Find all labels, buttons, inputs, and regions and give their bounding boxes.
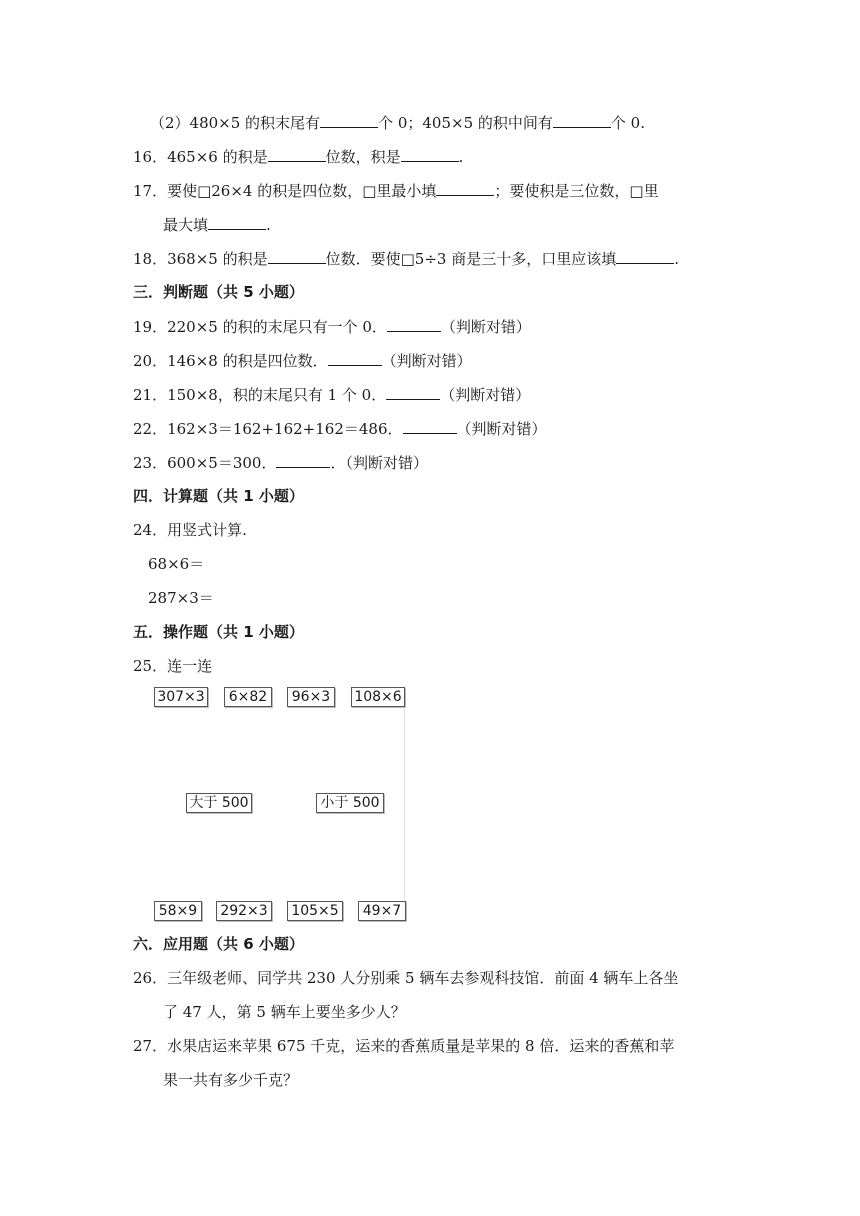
q17-text-3: 最大填 — [163, 216, 209, 234]
answer-blank[interactable] — [276, 452, 330, 468]
section-5-heading: 五．操作题（共 1 小题） — [133, 623, 304, 641]
section-4-heading: 四．计算题（共 1 小题） — [133, 487, 304, 505]
answer-blank[interactable] — [387, 316, 441, 332]
q22-text-1: 22．162×3＝162+162+162＝486． — [133, 420, 403, 438]
q19-text-2: （判断对错） — [440, 318, 531, 336]
q23-text-2: ．（判断对错） — [330, 454, 428, 472]
answer-blank[interactable] — [403, 418, 457, 434]
answer-blank[interactable] — [616, 248, 674, 264]
answer-blank[interactable] — [401, 146, 459, 162]
q22-text-2: （判断对错） — [456, 420, 547, 438]
answer-blank[interactable] — [553, 112, 611, 128]
question-15-part-2 — [150, 112, 645, 133]
q16-text-1: 16．465×6 的积是 — [133, 148, 268, 166]
q19-text-1: 19．220×5 的积的末尾只有一个 0． — [133, 318, 387, 336]
q24-expression-1: 68×6＝ — [148, 555, 205, 573]
q16-text-2: 位数，积是 — [325, 148, 401, 166]
greater-than-500-box[interactable]: 大于 500 — [186, 793, 252, 813]
question-27-line-1: 27．水果店运来苹果 675 千克，运来的香蕉质量是苹果的 8 倍．运来的香蕉和苹 — [133, 1037, 675, 1055]
answer-blank[interactable] — [320, 112, 378, 128]
figure-edge-line — [404, 688, 405, 920]
q18-text-2: 位数．要使□5÷3 商是三十多，口里应该填 — [325, 250, 617, 268]
less-than-500-box[interactable]: 小于 500 — [316, 793, 384, 813]
answer-blank[interactable] — [386, 384, 440, 400]
question-22 — [133, 418, 547, 439]
question-26-line-2: 了 47 人，第 5 辆车上要坐多少人？ — [163, 1003, 406, 1021]
question-17-line-2 — [163, 214, 271, 235]
answer-blank[interactable] — [268, 146, 326, 162]
question-16 — [133, 146, 463, 167]
top-box-3[interactable]: 96×3 — [287, 687, 335, 707]
q18-text-3: . — [674, 250, 679, 268]
q23-text-1: 23．600×5＝300． — [133, 454, 277, 472]
q16-text-3: . — [458, 148, 464, 166]
question-18 — [133, 248, 679, 269]
question-19 — [133, 316, 531, 337]
q17-text-4: . — [266, 216, 271, 234]
question-23 — [133, 452, 428, 473]
top-box-4[interactable]: 108×6 — [351, 687, 405, 707]
q17-text-2: ；要使积是三位数，□里 — [494, 182, 659, 200]
q17-text-1: 17．要使□26×4 的积是四位数，□里最小填 — [133, 182, 437, 200]
question-20 — [133, 350, 472, 371]
question-24-title: 24．用竖式计算. — [133, 521, 247, 539]
bottom-box-3[interactable]: 105×5 — [287, 901, 343, 921]
answer-blank[interactable] — [328, 350, 382, 366]
q21-text-2: （判断对错） — [440, 386, 531, 404]
q18-text-1: 18．368×5 的积是 — [133, 250, 268, 268]
section-3-heading: 三．判断题（共 5 小题） — [133, 283, 304, 301]
bottom-box-4[interactable]: 49×7 — [358, 901, 406, 921]
q20-text-2: （判断对错） — [381, 352, 472, 370]
question-21 — [133, 384, 530, 405]
q15b-text-1: （2）480×5 的积末尾有 — [150, 114, 321, 132]
question-25-title: 25．连一连 — [133, 657, 213, 675]
top-box-1[interactable]: 307×3 — [154, 687, 208, 707]
q21-text-1: 21．150×8，积的末尾只有 1 个 0． — [133, 386, 387, 404]
q15b-text-2: 个 0；405×5 的积中间有 — [378, 114, 553, 132]
bottom-box-1[interactable]: 58×9 — [154, 901, 202, 921]
top-box-2[interactable]: 6×82 — [224, 687, 272, 707]
question-26-line-1: 26．三年级老师、同学共 230 人分别乘 5 辆车去参观科技馆．前面 4 辆车上各坐 — [133, 969, 679, 987]
question-17-line-1 — [133, 180, 659, 201]
answer-blank[interactable] — [436, 180, 494, 196]
q24-expression-2: 287×3＝ — [148, 589, 214, 607]
bottom-box-2[interactable]: 292×3 — [216, 901, 272, 921]
q20-text-1: 20．146×8 的积是四位数． — [133, 352, 328, 370]
question-27-line-2: 果一共有多少千克？ — [163, 1071, 299, 1089]
section-6-heading: 六．应用题（共 6 小题） — [133, 935, 304, 953]
q15b-text-3: 个 0. — [610, 114, 645, 132]
answer-blank[interactable] — [208, 214, 266, 230]
answer-blank[interactable] — [268, 248, 326, 264]
